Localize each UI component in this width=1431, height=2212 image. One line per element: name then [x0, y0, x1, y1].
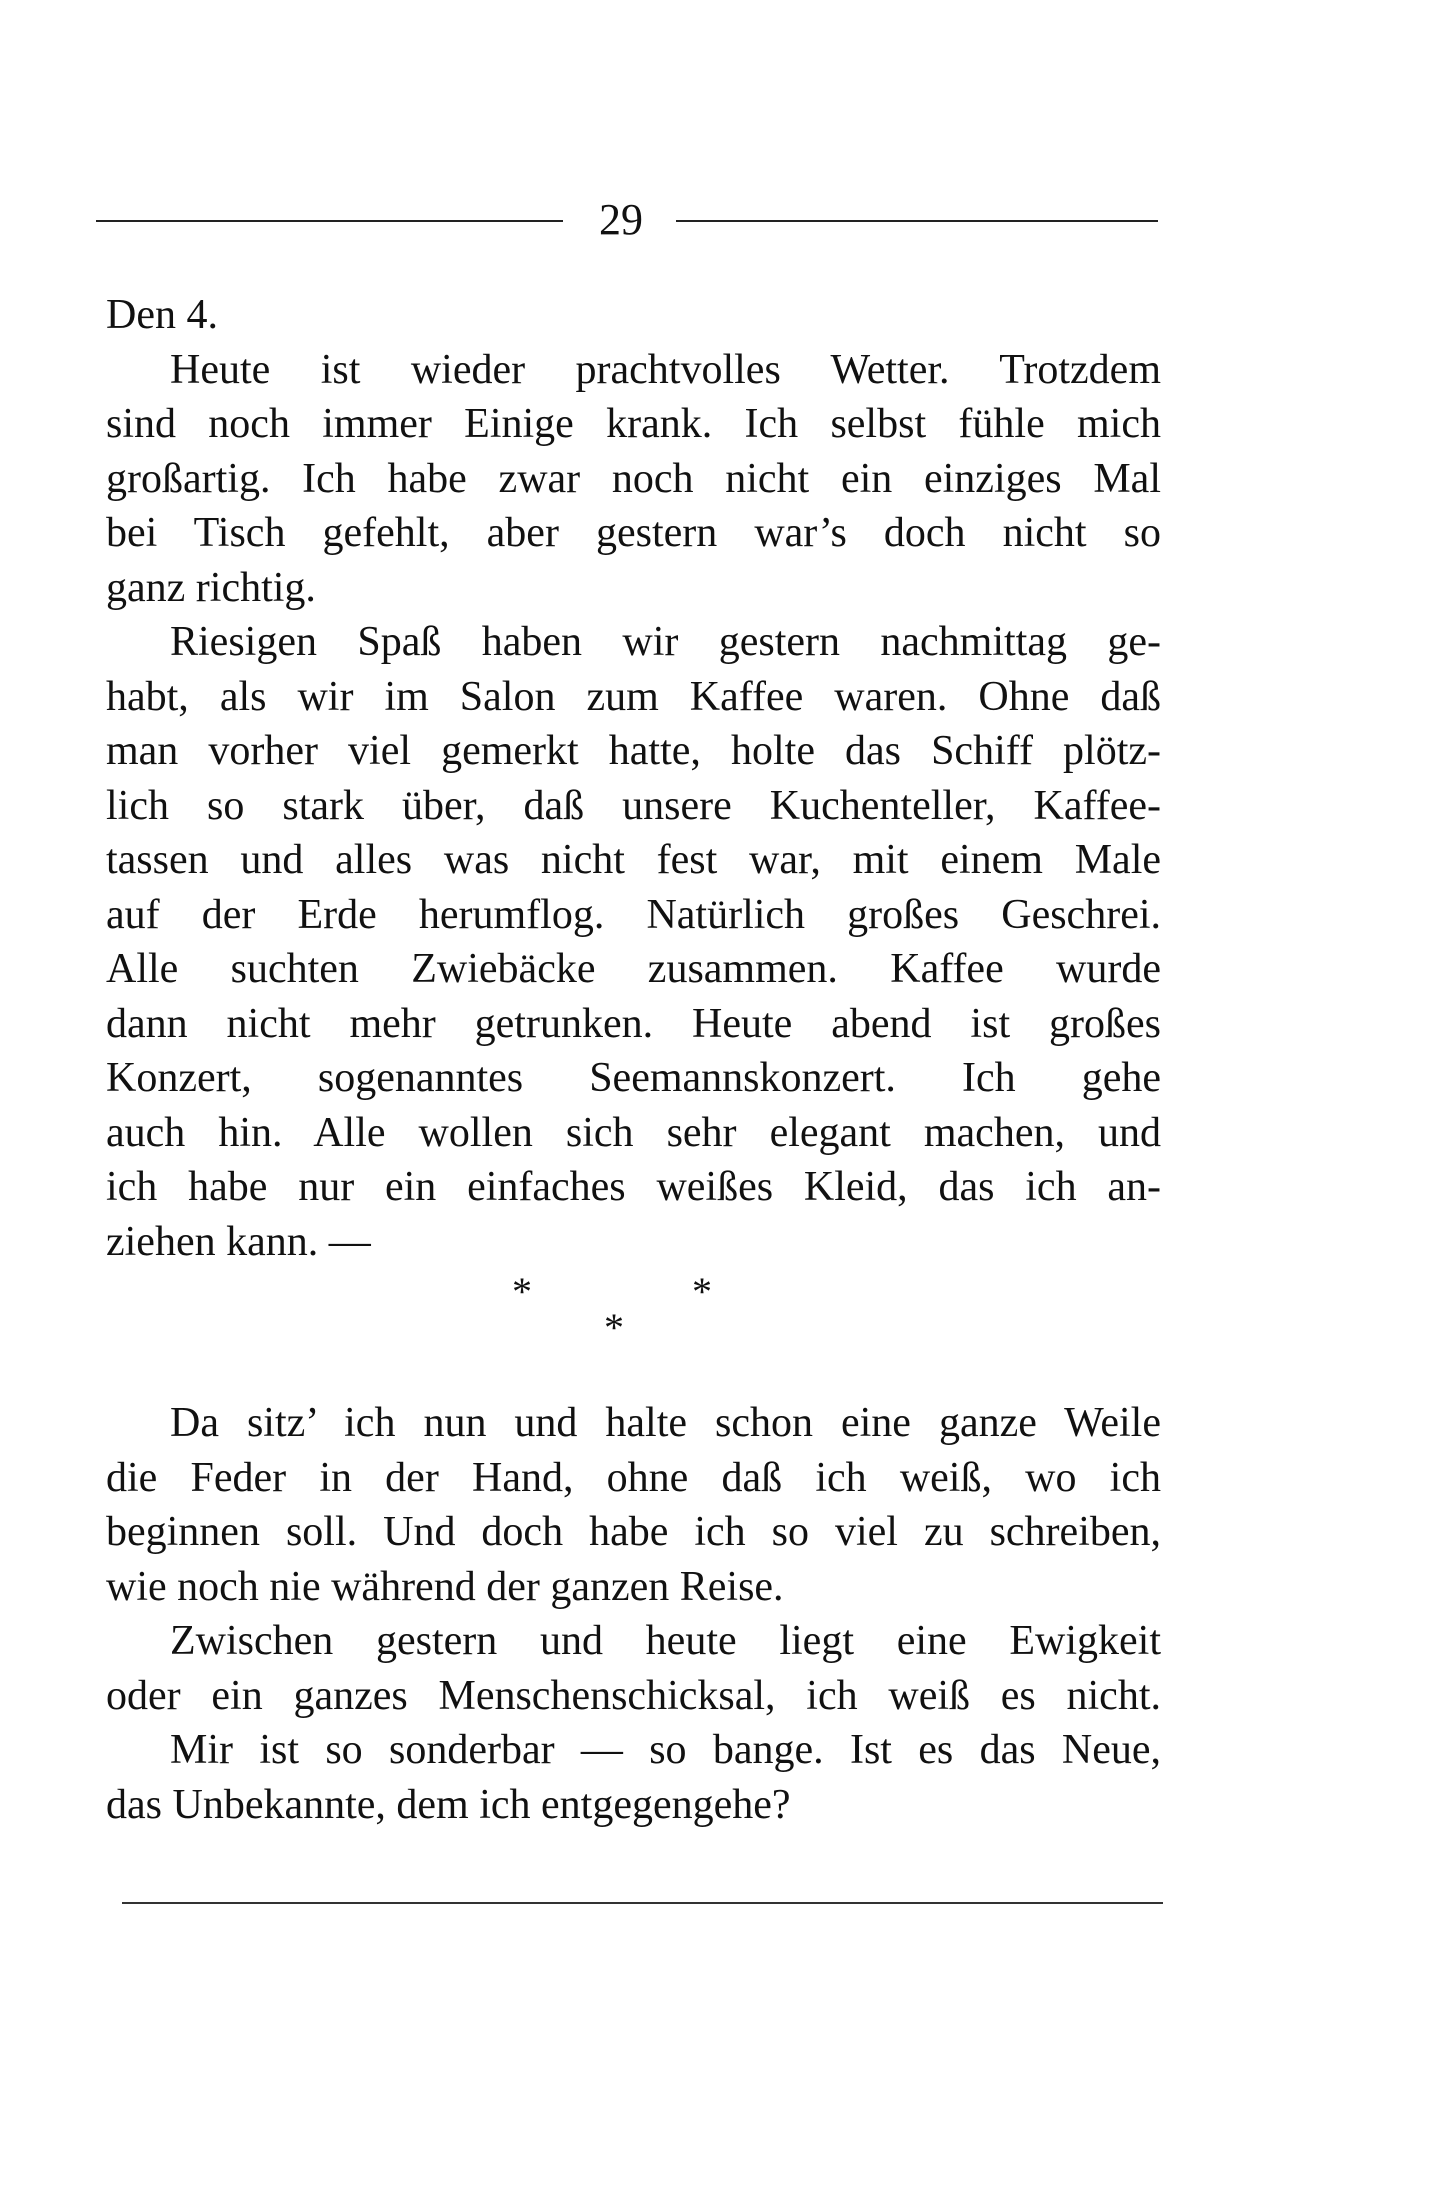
text-line: Mir ist so sonderbar — so bange. Ist es das Neue, [170, 1727, 1161, 1773]
text-line: man vorher viel gemerkt hatte, holte das Schiff plötz- [106, 728, 1161, 774]
asterisk-mark: * [604, 1305, 624, 1350]
text-line: sind noch immer Einige krank. Ich selbst fühle mich [106, 401, 1161, 447]
text-line: bei Tisch gefehlt, aber gestern war’s doch nicht so [106, 510, 1161, 556]
diary-entry-2 [106, 1396, 1161, 1832]
page-number: 29 [599, 195, 643, 244]
text-line: Riesigen Spaß haben wir gestern nachmittag ge- [170, 619, 1161, 665]
text-line: ganz richtig. [106, 564, 316, 611]
asterisk-mark: * [692, 1269, 712, 1314]
text-line: ich habe nur ein einfaches weißes Kleid, das ich an- [106, 1164, 1161, 1210]
asterisk-mark: * [512, 1269, 532, 1314]
text-line: die Feder in der Hand, ohne daß ich weiß, wo ich [106, 1454, 1161, 1501]
text-line: beginnen soll. Und doch habe ich so viel zu schreiben, [106, 1509, 1161, 1555]
text-line: auch hin. Alle wollen sich sehr elegant machen, und [106, 1109, 1161, 1156]
entry-date: Den 4. [106, 292, 218, 338]
footer-rule [122, 1902, 1163, 1904]
text-line: oder ein ganzes Menschenschicksal, ich weiß es nicht. [106, 1672, 1161, 1719]
header-rule-right [676, 220, 1158, 222]
text-line: Konzert, sogenanntes Seemannskonzert. Ich gehe [106, 1055, 1161, 1101]
header-rule-left [96, 220, 563, 222]
text-line: tassen und alles was nicht fest war, mit einem Male [106, 837, 1161, 883]
text-line: Da sitz’ ich nun und halte schon eine ganze Weile [170, 1400, 1161, 1446]
text-line: Zwischen gestern und heute liegt eine Ewigkeit [170, 1618, 1161, 1664]
text-line: ziehen kann. — [106, 1218, 371, 1265]
text-line: Heute ist wieder prachtvolles Wetter. Trotzdem [170, 346, 1161, 393]
text-line: lich so stark über, daß unsere Kuchenteller, Kaffee- [106, 782, 1161, 829]
text-line: wie noch nie während der ganzen Reise. [106, 1563, 784, 1610]
running-header [96, 192, 1158, 252]
text-line: Alle suchten Zwiebäcke zusammen. Kaffee wurde [106, 946, 1161, 992]
diary-entry-1 [106, 288, 1161, 1269]
text-line: das Unbekannte, dem ich entgegengehe? [106, 1781, 791, 1828]
text-line: habt, als wir im Salon zum Kaffee waren. Ohne daß [106, 673, 1161, 720]
asterism-separator [500, 1262, 760, 1362]
text-line: großartig. Ich habe zwar noch nicht ein einziges Mal [106, 455, 1161, 502]
text-line: dann nicht mehr getrunken. Heute abend ist großes [106, 1000, 1161, 1047]
text-line: auf der Erde herumflog. Natürlich großes Geschrei. [106, 891, 1161, 938]
